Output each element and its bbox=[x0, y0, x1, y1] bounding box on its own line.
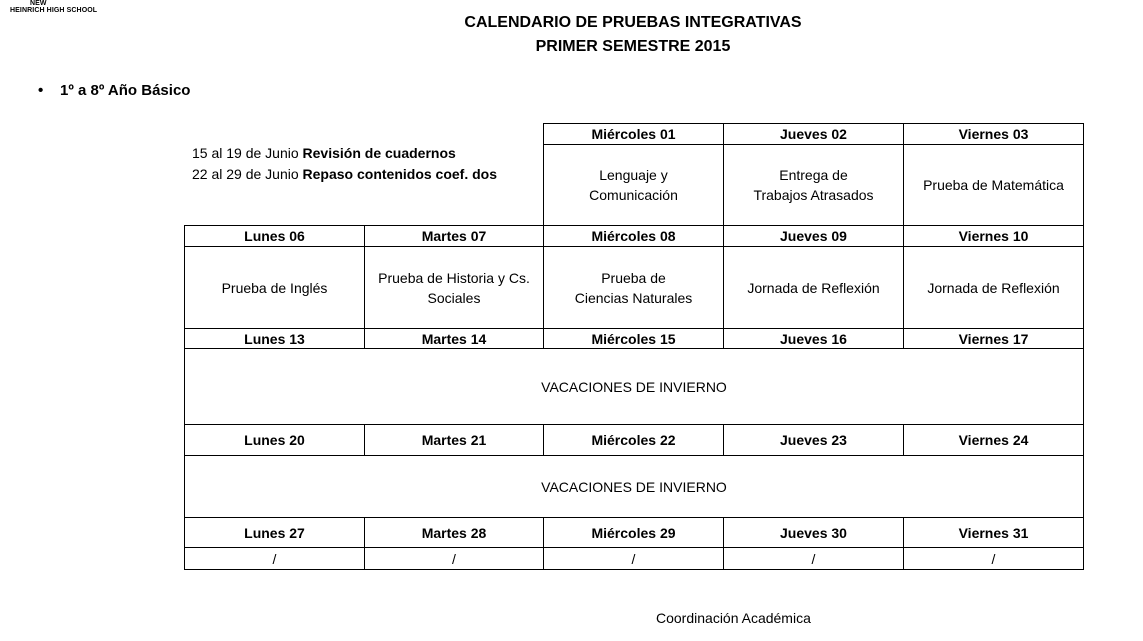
day-header-cell: Miércoles 22 bbox=[543, 424, 724, 456]
day-header-cell: Miércoles 15 bbox=[543, 328, 724, 349]
event-cell: Prueba de Matemática bbox=[903, 144, 1084, 226]
event-cell: / bbox=[723, 547, 904, 570]
day-header-cell: Martes 07 bbox=[364, 225, 544, 247]
event-cell: Jornada de Reflexión bbox=[723, 246, 904, 329]
bullet-dot: • bbox=[38, 82, 44, 99]
day-header-cell: Miércoles 01 bbox=[543, 123, 724, 145]
event-cell: Prueba de Historia y Cs. Sociales bbox=[364, 246, 544, 329]
event-cell: Lenguaje y Comunicación bbox=[543, 144, 724, 226]
logo-top-text: NEW bbox=[30, 0, 47, 7]
day-header-cell: Martes 14 bbox=[364, 328, 544, 349]
note-dates: 15 al 19 de Junio bbox=[192, 145, 303, 161]
day-header-cell: Martes 21 bbox=[364, 424, 544, 456]
event-cell: / bbox=[364, 547, 544, 570]
day-header-cell: Lunes 13 bbox=[184, 328, 365, 349]
day-header-cell: Viernes 17 bbox=[903, 328, 1084, 349]
day-header-cell: Jueves 23 bbox=[723, 424, 904, 456]
day-header-cell: Lunes 27 bbox=[184, 517, 365, 548]
day-header-cell: Viernes 10 bbox=[903, 225, 1084, 247]
day-header-cell: Miércoles 08 bbox=[543, 225, 724, 247]
merged-event-cell: VACACIONES DE INVIERNO bbox=[184, 348, 1084, 425]
event-cell: / bbox=[903, 547, 1084, 570]
page-subtitle: PRIMER SEMESTRE 2015 bbox=[535, 38, 731, 55]
merged-event-cell: VACACIONES DE INVIERNO bbox=[184, 455, 1084, 518]
note-dates: 22 al 29 de Junio bbox=[192, 166, 303, 182]
day-header-cell: Miércoles 29 bbox=[543, 517, 724, 548]
day-header-cell: Jueves 30 bbox=[723, 517, 904, 548]
day-header-cell: Viernes 03 bbox=[903, 123, 1084, 145]
event-cell: Prueba de Inglés bbox=[184, 246, 365, 329]
note-activity: Repaso contenidos coef. dos bbox=[302, 166, 498, 182]
event-cell: Prueba de Ciencias Naturales bbox=[543, 246, 724, 329]
day-header-cell: Lunes 20 bbox=[184, 424, 365, 456]
event-cell: Entrega de Trabajos Atrasados bbox=[723, 144, 904, 226]
event-cell: Jornada de Reflexión bbox=[903, 246, 1084, 329]
day-header-cell: Jueves 02 bbox=[723, 123, 904, 145]
logo-bottom-text: HEINRICH HIGH SCHOOL bbox=[10, 7, 98, 14]
footer-signature: Coordinación Académica bbox=[656, 610, 811, 626]
day-header-cell: Viernes 24 bbox=[903, 424, 1084, 456]
note-line bbox=[192, 166, 497, 182]
day-header-cell: Jueves 16 bbox=[723, 328, 904, 349]
page-title: CALENDARIO DE PRUEBAS INTEGRATIVAS bbox=[464, 14, 802, 31]
event-cell: / bbox=[543, 547, 724, 570]
note-activity: Revisión de cuadernos bbox=[302, 145, 456, 161]
day-header-cell: Viernes 31 bbox=[903, 517, 1084, 548]
day-header-cell: Lunes 06 bbox=[184, 225, 365, 247]
level-bullet bbox=[38, 82, 190, 99]
day-header-cell: Jueves 09 bbox=[723, 225, 904, 247]
school-logo bbox=[10, 0, 97, 14]
event-cell: / bbox=[184, 547, 365, 570]
level-label: 1º a 8º Año Básico bbox=[60, 82, 191, 99]
note-line bbox=[192, 145, 456, 161]
day-header-cell: Martes 28 bbox=[364, 517, 544, 548]
